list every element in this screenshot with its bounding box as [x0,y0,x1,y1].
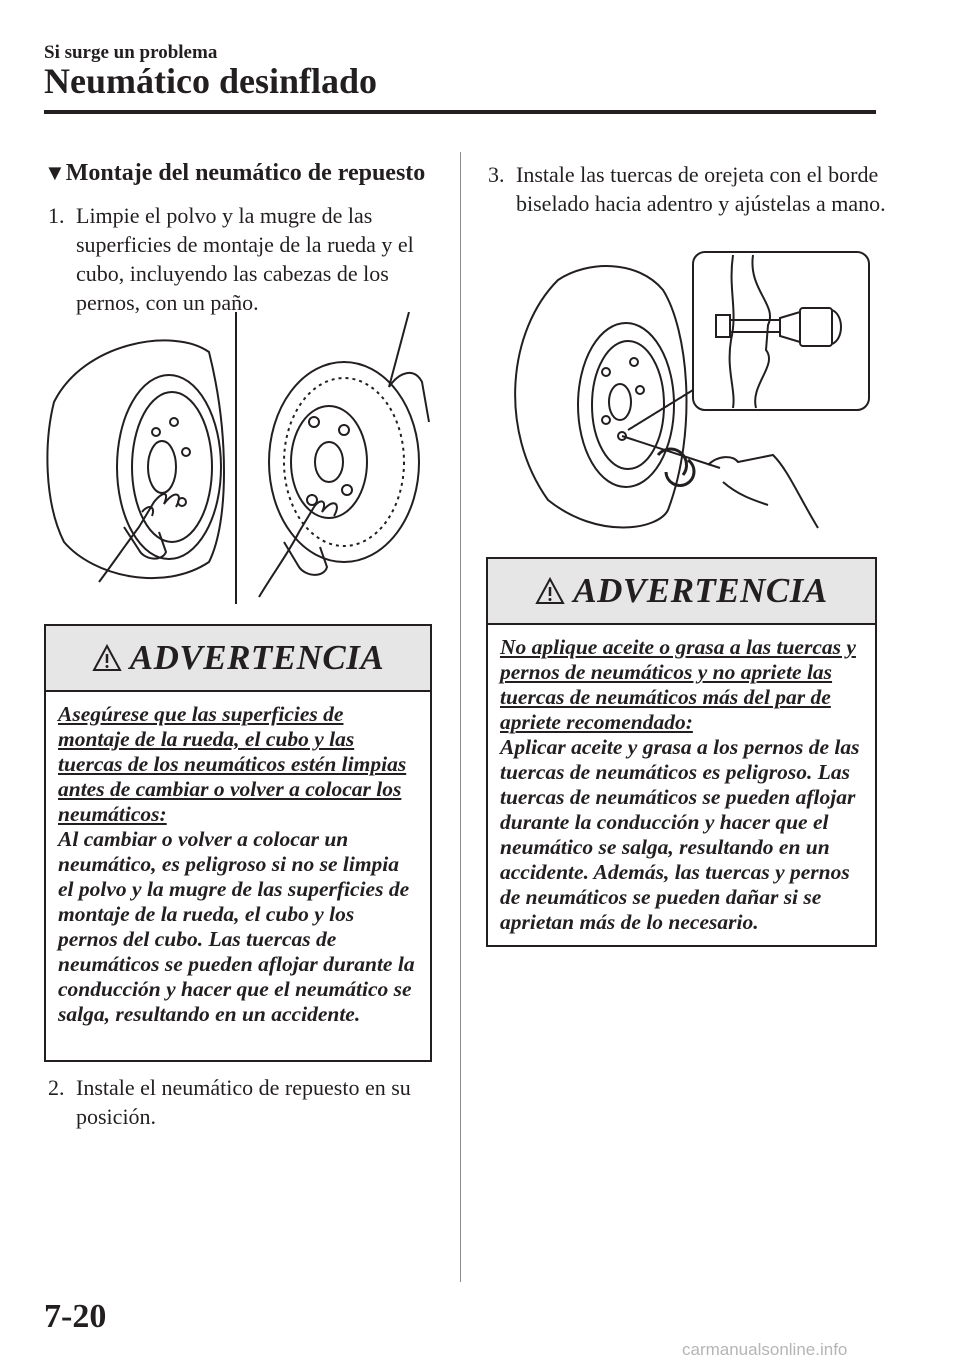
column-divider [460,152,461,1282]
step-1-number: 1. [48,203,65,228]
step-3-text: Instale las tuercas de orejeta con el borde biselado hacia adentro y ajústelas a mano. [516,162,886,216]
warning-header-2 [488,559,875,625]
triangle-marker-icon: ▼ [44,160,66,185]
warning-lead-text: Asegúrese que las superficies de montaje de la rueda, el cubo y las tuercas de los neumáticos estén limpias antes de cambiar o volver a colocar los neumáticos: [58,702,407,826]
step-1-text: Limpie el polvo y la mugre de las superficies de montaje de la rueda y el cubo, incluyendo las cabezas de los pernos, con un paño. [76,203,414,315]
section-label: Si surge un problema [44,42,218,63]
warning-triangle-icon [535,577,565,605]
warning-header [46,626,430,692]
page-number: 7-20 [44,1298,107,1335]
warning-lead-text-2: No aplique aceite o grasa a las tuercas y pernos de neumáticos y no apriete las tuercas de neumáticos más del par de apriete recomendado: [500,635,856,734]
step-1 [48,201,448,317]
figure-clean-wheel-hub [44,312,434,608]
step-2-number: 2. [48,1075,65,1100]
warning-detail-text: Al cambiar o volver a colocar un neumático, es peligroso si no se limpia el polvo y la mugre de las superficies de montaje de la rueda, el cubo y los pernos del cubo. Las tuercas de neumáticos se pueden aflojar durante la conducción y hacer que el neumático se salga, resultando en un accidente. [58,827,415,1026]
page-title: Neumático desinflado [44,61,377,101]
wheel-drawing [47,340,224,582]
step-2-text: Instale el neumático de repuesto en su posición. [76,1075,411,1129]
step-3-number: 3. [488,162,505,187]
sub-heading-text: Montaje del neumático de repuesto [65,160,426,186]
sub-heading [44,160,425,187]
step-3 [488,160,888,218]
title-rule [44,110,876,114]
step-2 [48,1073,448,1131]
warning-box-clean [44,624,432,1062]
hub-drawing [259,312,429,597]
warning-body [46,692,430,1037]
warning-title-2: ADVERTENCIA [573,571,828,610]
figure-install-lug-nuts [488,250,873,540]
watermark: carmanualsonline.info [682,1340,848,1359]
warning-box-grease [486,557,877,947]
warning-detail-text-2: Aplicar aceite y grasa a los pernos de las tuercas de neumáticos es peligroso. Las tuercas de neumáticos se pueden aflojar durante la conducción y hacer que el neumático se salga, resultando en un accidente. Además, las tuercas y pernos de neumáticos se pueden dañar si se aprietan más de lo necesario. [500,735,860,934]
warning-title: ADVERTENCIA [129,638,385,677]
warning-body-2 [488,625,875,945]
warning-triangle-icon [92,644,122,672]
